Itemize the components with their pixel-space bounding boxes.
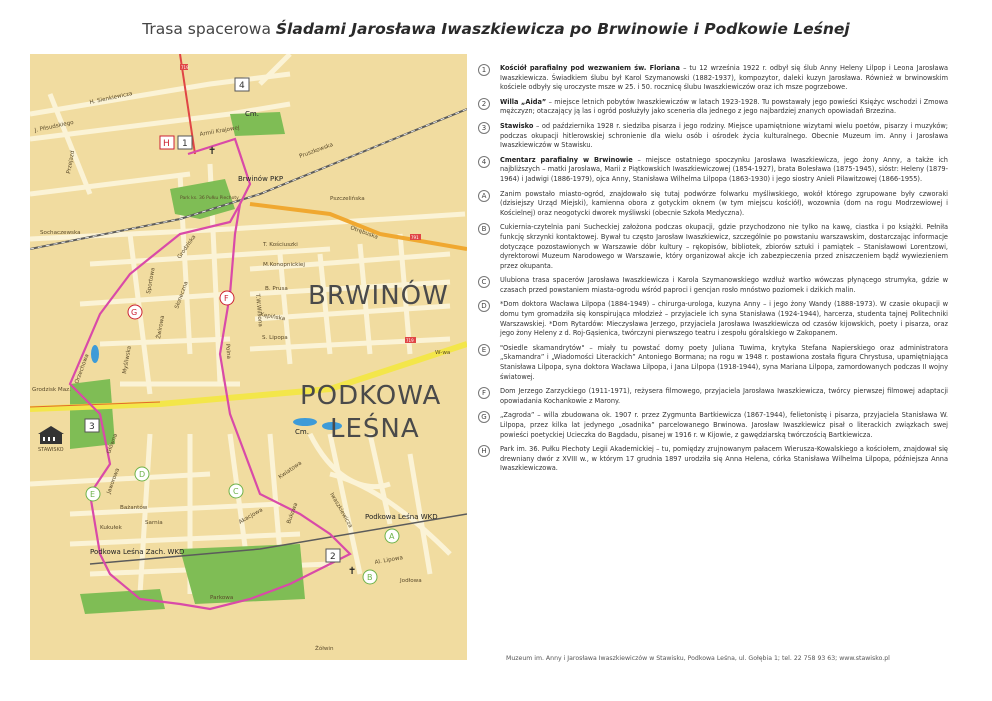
street-label: Słoneczna <box>174 280 190 310</box>
legend-description <box>500 64 948 93</box>
street-label: Polna <box>224 343 232 360</box>
legend-marker: E <box>478 344 490 356</box>
legend-item <box>478 122 948 151</box>
map[interactable] <box>30 54 467 660</box>
street-label: Pszczelińska <box>330 196 365 202</box>
legend-item <box>478 387 948 406</box>
street-label: B. Prusa <box>265 286 288 292</box>
marker-A: A <box>389 532 395 541</box>
legend-marker: G <box>478 411 490 423</box>
legend-description <box>500 276 948 295</box>
street-label: Bukowa <box>286 502 300 525</box>
legend-marker: H <box>478 445 490 457</box>
svg-text:791: 791 <box>411 235 419 240</box>
street-label: Orzechowa <box>74 353 91 385</box>
legend-marker: F <box>478 387 490 399</box>
marker-D: D <box>139 470 146 479</box>
street-label: Iwaszkiewicza <box>328 492 354 530</box>
street-label: Sportowa <box>146 267 157 295</box>
legend-place-name: Willa „Aida” <box>500 97 547 106</box>
legend-marker: 4 <box>478 156 490 168</box>
legend-description <box>500 156 948 185</box>
street-label: Pruszkowska <box>298 142 335 160</box>
street-label: T. Kościuszki <box>263 242 298 248</box>
legend-text: – od października 1928 r. siedziba pisarza i jego rodziny. Miejsce upamiętnione wizytami wielu poetów, pisarzy i muzyków; podczas okupacji hitlerowskiej schronienie dla wielu osób i ośrodek życia kulturalnego. Obecnie Muzeum im. Anny i Jarosława Iwaszkiewiczów w Stawisku. <box>500 121 948 150</box>
legend-text: Ulubiona trasa spacerów Jarosława Iwaszkiewicza i Karola Szymanowskiego wzdłuż wartko wówczas płynącego strumyka, gdzie w czasach przed powstaniem miasta-ogrodu wśród paproci i gencjan rosło mnóstwo poziomek i dzikich malin. <box>500 276 948 294</box>
marker-2: 2 <box>330 552 336 562</box>
street-label: Otrębuska <box>349 225 379 241</box>
label-stawisko: STAWISKO <box>38 447 64 453</box>
legend-item <box>478 190 948 219</box>
legend-item <box>478 344 948 382</box>
legend-description <box>500 387 948 406</box>
legend-description <box>500 190 948 219</box>
legend-text: – tu 12 września 1922 r. odbył się ślub Anny Heleny Lilpop i Leona Jarosława Iwaszkiewicza. Świadkiem ślubu był Karol Szymanowski (1882-1937), kompozytor, daleki kuzyn Jarosława. Również w brwinowskim kościele odbyły się uroczyste msze w 25. i 50. rocznicę ślubu Iwaszkiewiczów oraz ich msze pogrzebowe. <box>500 64 948 92</box>
marker-3: 3 <box>89 422 95 432</box>
footer: Muzeum im. Anny i Jarosława Iwaszkiewiczów w Stawisku, Podkowa Leśna, ul. Gołębia 1; tel. 22 758 93 63; www.stawisko.pl <box>506 655 890 662</box>
legend-marker: B <box>478 223 490 235</box>
town-label-brwinow: BRWINÓW <box>308 281 449 311</box>
label-park: Park ks. 36 Pułku Piechoty <box>180 196 239 201</box>
legend-marker: C <box>478 276 490 288</box>
street-label: Grodziska <box>176 234 198 261</box>
street-label: Kępińska <box>259 312 286 323</box>
legend-marker: A <box>478 190 490 202</box>
street-label: Kukułek <box>100 525 122 531</box>
map-canvas <box>30 54 467 660</box>
street-label: Główna <box>106 432 120 455</box>
street-label: Myśliwska <box>122 345 133 375</box>
marker-B: B <box>367 573 373 582</box>
street-label: Kwiatowa <box>277 460 304 481</box>
street-label: Sochaczewska <box>40 230 81 236</box>
legend-item <box>478 300 948 338</box>
legend-text: – miejsce ostatniego spoczynku Jarosława Iwaszkiewicza, jego żony Anny, a także ich najbliższych – matki Jarosława, Marii z Piątkowskich Iwaszkiewiczowej (1854-1927), brata Bolesława (1875-1945), sióstr: Heleny (1879-1964) i Jadwigi (1886-1979), ojca Anny, Stanisława Wilhelma Lilpopa (1863-1930) i jego siostry Anieli Pilawitzowej (1866-1955). <box>500 155 948 183</box>
legend-description <box>500 300 948 338</box>
legend <box>478 64 948 479</box>
church-icon: ✝ <box>348 566 357 577</box>
marker-H: H <box>163 139 170 149</box>
legend-text: Park im. 36. Pułku Piechoty Legii Akademickiej – tu, pomiędzy zrujnowanym pałacem Wierusza-Kowalskiego a kościołem, znajdował się drewniany dwór z XVIII w., w którym 17 grudnia 1897 urodziła się Anna Helena, córka Stanisława Wilhelma Lilpopa, późniejsza Anna Iwaszkiewiczowa. <box>500 445 948 473</box>
legend-marker: 2 <box>478 98 490 110</box>
street-label: M.Konopnickiej <box>263 262 305 268</box>
page-title <box>0 20 992 38</box>
street-label: S. Lipopa <box>262 335 288 341</box>
street-label: Jodłowa <box>400 578 422 584</box>
town-label-lesna: LEŚNA <box>330 414 420 444</box>
legend-item <box>478 445 948 474</box>
cemetery-label-north: Cm. <box>245 110 259 118</box>
street-label: Al. Lipowa <box>374 555 404 566</box>
title-prefix: Trasa spacerowa <box>142 20 276 38</box>
station-podkowa-zach: Podkowa Leśna Zach. WKD <box>90 548 185 556</box>
label-zolwin: Żółwin <box>315 646 334 652</box>
street-label: Przejazd <box>66 150 77 175</box>
label-grodzisk: Grodzisk Maz. <box>32 387 71 393</box>
marker-1: 1 <box>182 139 188 149</box>
legend-text: Cukiernia-czytelnia pani Sucheckiej założona podczas okupacji, gdzie przychodzono nie tylko na kawę, ciastka i po książki. Pełniła funkcję skrzynki kontaktowej. Bywał tu często Jarosław Iwaszkiewicz, szczególnie po powstaniu warszawskim, dostarczając informacje dotyczące pozostawionych w Warszawie dóbr kultury – rękopisów, bibliotek, zbiorów sztuki i pamiątek – Stanisławowi Lorentzowi, dyrektorowi Muzeum Narodowego w Warszawie, który organizował akcje ich zabezpieczenia przed zniszczeniem bądź wywiezieniem przez okupanta. <box>500 223 948 270</box>
station-brwinow: Brwinów PKP <box>238 175 284 183</box>
marker-F: F <box>224 294 229 303</box>
street-label: Żwirowa <box>156 315 167 340</box>
marker-E: E <box>90 490 96 499</box>
street-label: H. Sienkiewicza <box>89 91 134 106</box>
street-label: Armii Krajowej <box>199 125 241 138</box>
legend-description <box>500 445 948 474</box>
legend-description <box>500 223 948 271</box>
legend-item <box>478 98 948 117</box>
legend-description <box>500 411 948 440</box>
street-label: J. Piłsudskiego <box>34 119 75 134</box>
cemetery-label-south: Cm. <box>295 428 309 436</box>
title-main: Śladami Jarosława Iwaszkiewicza po Brwinowie i Podkowie Leśnej <box>275 20 850 38</box>
legend-item <box>478 411 948 440</box>
legend-text: Zanim powstało miasto-ogród, znajdowało się tutaj podwórze folwarku myśliwskiego, wokół którego zgrupowane były czworaki (dzisiejszy Urząd Miejski), kamienna obora z gotyckim oknem (w tym miejscu kościół), wozownia (dom na rogu Modrzewiowej i Kościelnej) oraz neogotycki dworek myśliwski (obecnie Szkoła Medyczna). <box>500 189 948 217</box>
street-label: T.W.Wilsona <box>254 293 263 328</box>
legend-place-name: Stawisko <box>500 121 534 130</box>
station-podkowa: Podkowa Leśna WKD <box>365 513 438 521</box>
marker-C: C <box>233 487 239 496</box>
marker-4: 4 <box>239 81 245 91</box>
legend-place-name: Kościół parafialny pod wezwaniem św. Floriana <box>500 64 681 72</box>
street-label: Bażantów <box>120 505 148 511</box>
street-label: Jaworowa <box>106 467 122 495</box>
legend-description <box>500 98 948 117</box>
svg-text:719: 719 <box>406 338 414 343</box>
street-label: Parkowa <box>210 595 234 601</box>
legend-text: "Osiedle skamandrytów" – miały tu powstać domy poety Juliana Tuwima, krytyka Stefana Napierskiego oraz administratora „Skamandra” i „Wiadomości Literackich” Antoniego Bormana; na rogu w 1948 r. postawiona została figura Chrystusa, upamiętniająca Stanisława Lilpopa, syna doktora Wacława Lilpopa, i Jana Lilpopa (1918-1944), syna Mariana Lilpopa, zamordowanych podczas II wojny światowej. <box>500 343 948 381</box>
town-label-podkowa: PODKOWA <box>300 381 442 411</box>
svg-text:719: 719 <box>181 65 189 70</box>
marker-G: G <box>131 308 138 317</box>
legend-text: *Dom doktora Wacława Lilpopa (1884-1949) – chirurga-urologa, kuzyna Anny – i jego żony Wandy (1888-1973). W czasie okupacji w domu tym gromadziła się konspirująca młodzież – przyjaciele ich syna Stanisława (1924-1944), harcerza, studenta tajnej Politechniki Warszawskiej. *Dom Rytardów: Mieczysława Jerzego, przyjaciela Jarosława Iwaszkiewicza od czasów kijowskich, poety i pisarza, oraz jego żony Heleny z d. Roj-Gąsienica, twórczyni pierwszego teatru i zespołu góralskiego w Zakopanem. <box>500 300 948 338</box>
legend-marker: 1 <box>478 64 490 76</box>
street-label: Akacjowa <box>238 507 264 526</box>
church-icon: ✝ <box>208 146 217 157</box>
legend-item <box>478 276 948 295</box>
street-label: Sarnia <box>145 520 163 526</box>
legend-place-name: Cmentarz parafialny w Brwinowie <box>500 155 633 164</box>
legend-text: Dom Jerzego Zarzyckiego (1911-1971), reżysera filmowego, przyjaciela Jarosława Iwaszkiewicza, twórcy pierwszej filmowej adaptacji opowiadania Kochankowie z Marony. <box>500 387 948 405</box>
label-warszawa: W-wa <box>435 350 451 356</box>
legend-description <box>500 344 948 382</box>
legend-marker: D <box>478 300 490 312</box>
legend-item <box>478 64 948 93</box>
legend-item <box>478 156 948 185</box>
legend-text: „Zagroda” – willa zbudowana ok. 1907 r. przez Zygmunta Bartkiewicza (1867-1944), felietonistę i pisarza, przyjaciela Stanisława W. Lilpopa, przez kilka lat jedynego „osadnika” parcelowanego Brwinowa. Jarosław Iwaszkiewicz pisał o literackich związkach swej powieści poetyckiej Ucieczka do Bagdadu, pisanej w 1916 r. w Kijowie, z gawędziarską twórczością Bartkiewicza. <box>500 411 948 439</box>
legend-text: – miejsce letnich pobytów Iwaszkiewiczów w latach 1923-1928. Tu powstawały jego powieści Księżyc wschodzi i Zmowa mężczyzn; otaczający ją las i ogród posłużyły jako sceneria dla jednego z jego najbardziej znanych opowiadań Brzezina. <box>500 97 949 116</box>
stawisko-building-icon <box>38 426 64 444</box>
legend-item <box>478 223 948 271</box>
legend-marker: 3 <box>478 122 490 134</box>
legend-description <box>500 122 948 151</box>
